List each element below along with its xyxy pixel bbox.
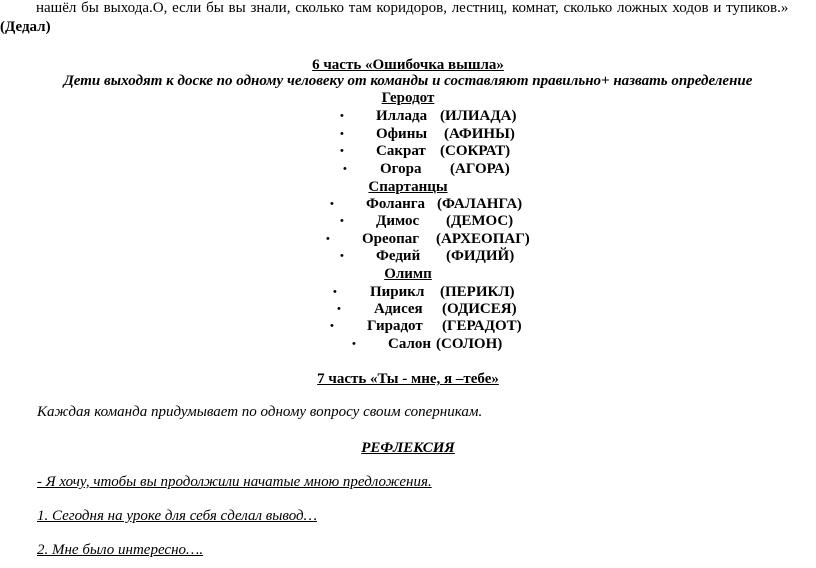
- reflection-line-3: 2. Мне было интересно….: [37, 542, 204, 558]
- list-item: [0, 212, 816, 230]
- correct-word: (СОКРАТ): [440, 143, 511, 159]
- correct-word: (ПЕРИКЛ): [440, 284, 515, 300]
- bullet-icon: •: [343, 163, 347, 175]
- correct-word: (АГОРА): [450, 161, 510, 177]
- bullet-icon: •: [330, 198, 334, 210]
- list-item: [0, 125, 816, 143]
- group-heading-olympus: Олимп: [384, 266, 432, 282]
- misspelled-word: Фоланга: [366, 196, 426, 212]
- list-item: [0, 230, 816, 248]
- reflection-line-1: - Я хочу, чтобы вы продолжили начатые мною предложения.: [37, 474, 432, 490]
- intro-author: (Дедал): [0, 19, 51, 35]
- list-item: [0, 247, 816, 265]
- part7-text: Каждая команда придумывает по одному вопросу своим соперникам.: [37, 404, 483, 420]
- list-item: [0, 317, 816, 335]
- bullet-icon: •: [352, 338, 356, 350]
- correct-word: (ДЕМОС): [446, 213, 514, 229]
- bullet-icon: •: [330, 320, 334, 332]
- bullet-icon: •: [340, 215, 344, 227]
- misspelled-word: Гирадот: [367, 318, 423, 334]
- part6-title: 6 часть «Ошибочка вышла»: [312, 57, 504, 73]
- misspelled-word: Пирикл: [370, 284, 425, 300]
- reflection-title: РЕФЛЕКСИЯ: [361, 440, 455, 456]
- bullet-icon: •: [340, 110, 344, 122]
- bullet-icon: •: [340, 128, 344, 140]
- misspelled-word: Салон: [388, 336, 432, 352]
- list-item: [0, 142, 816, 160]
- bullet-icon: •: [326, 233, 330, 245]
- misspelled-word: Огора: [380, 161, 422, 177]
- misspelled-word: Сакрат: [376, 143, 426, 159]
- list-item: [0, 283, 816, 301]
- correct-word: (ФИДИЙ): [446, 248, 515, 264]
- bullet-icon: •: [340, 145, 344, 157]
- group-heading-spartans: Спартанцы: [368, 179, 448, 195]
- misspelled-word: Иллада: [376, 108, 428, 124]
- misspelled-word: Димос: [376, 213, 420, 229]
- list-item: [0, 107, 816, 125]
- correct-word: (ОДИСЕЯ): [442, 301, 517, 317]
- correct-word: (АФИНЫ): [444, 126, 515, 142]
- correct-word: (СОЛОН): [436, 336, 503, 352]
- correct-word: (ГЕРАДОТ): [442, 318, 522, 334]
- list-item: [0, 195, 816, 213]
- correct-word: (АРХЕОПАГ): [436, 231, 530, 247]
- bullet-icon: •: [333, 286, 337, 298]
- group-heading-herodotus: Геродот: [381, 90, 435, 106]
- correct-word: (ИЛИАДА): [440, 108, 517, 124]
- bullet-icon: •: [337, 303, 341, 315]
- correct-word: (ФАЛАНГА): [437, 196, 523, 212]
- bullet-icon: •: [340, 250, 344, 262]
- misspelled-word: Ореопаг: [362, 231, 420, 247]
- list-item: [0, 335, 816, 353]
- list-item: [0, 300, 816, 318]
- part7-title: 7 часть «Ты - мне, я –тебе»: [317, 371, 499, 387]
- misspelled-word: Федий: [376, 248, 421, 264]
- part6-instruction: Дети выходят к доске по одному человеку от команды и составляют правильно+ назвать определение: [63, 73, 753, 89]
- list-item: [0, 160, 816, 178]
- intro-text-line-1: нашёл бы выхода.О, если бы вы знали, сколько там коридоров, лестниц, комнат, сколько ложных ходов и тупиков.»: [36, 0, 789, 16]
- misspelled-word: Офины: [376, 126, 428, 142]
- reflection-line-2: 1. Сегодня на уроке для себя сделал вывод…: [37, 508, 317, 524]
- misspelled-word: Адисея: [374, 301, 423, 317]
